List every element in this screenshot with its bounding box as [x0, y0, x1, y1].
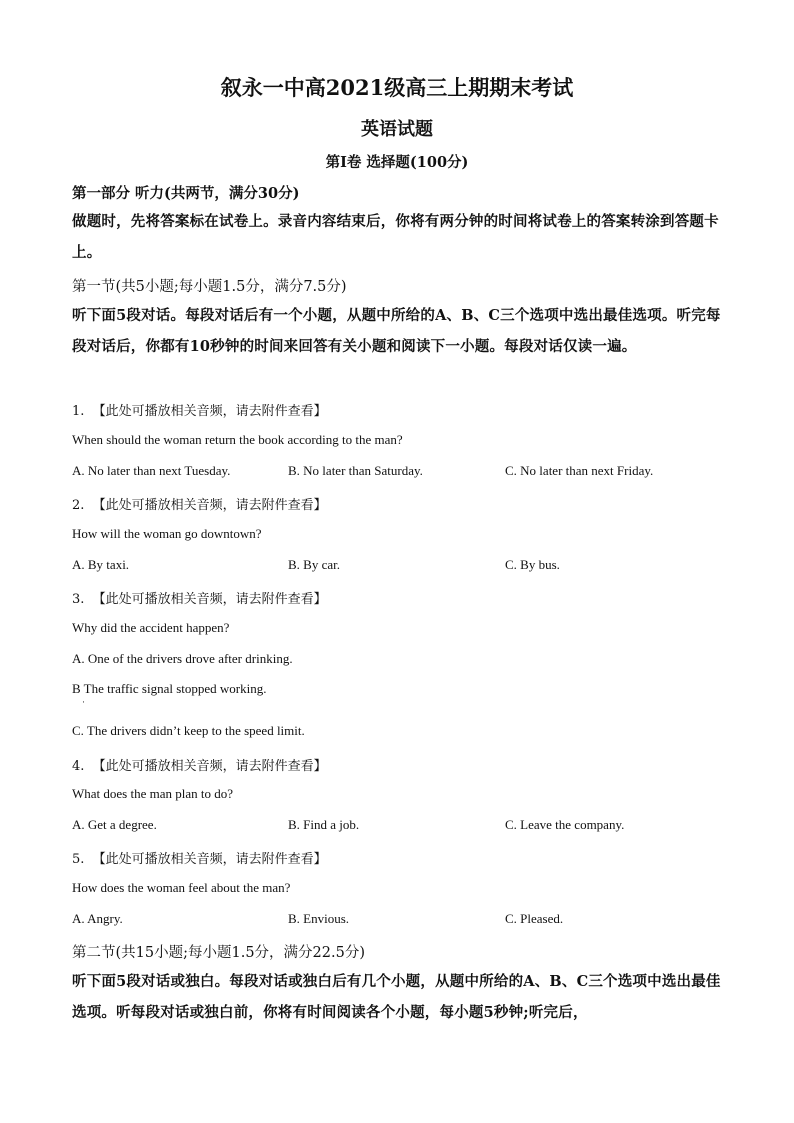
audio-placeholder[interactable]	[72, 588, 327, 607]
option-b[interactable]: B. Envious.	[288, 911, 350, 926]
audio-link[interactable]: 【此处可播放相关音频，请去附件查看】	[92, 759, 327, 774]
section2-instruction: 听下面5段对话或独白。每段对话或独白后有几个小题，从题中所给的A、B、C三个选项中选出最佳选项。听每段对话或独白前，你将有时间阅读各个小题，每小题5秒钟;听完后，	[72, 973, 721, 1021]
question-stem: When should the woman return the book according to the man?	[72, 432, 403, 447]
section1-instruction: 听下面5段对话。每段对话后有一个小题，从题中所给的A、B、C三个选项中选出最佳选项。听完每段对话后，你都有10秒钟的时间来回答有关小题和阅读下一小题。每段对话仅读一遍。	[72, 307, 721, 355]
option-a[interactable]: A. Get a degree.	[72, 817, 157, 832]
section2-heading: 第二节(共15小题;每小题1.5分，满分22.5分)	[72, 945, 365, 961]
question-number: 1.	[72, 404, 85, 419]
audio-link[interactable]: 【此处可播放相关音频，请去附件查看】	[92, 852, 327, 867]
option-c[interactable]: C. No later than next Friday.	[505, 463, 654, 478]
option-c[interactable]: C. The drivers didn’t keep to the speed limit.	[72, 723, 305, 738]
option-a[interactable]: A. No later than next Tuesday.	[72, 463, 231, 478]
audio-placeholder[interactable]	[72, 494, 327, 513]
option-c[interactable]: C. By bus.	[505, 557, 560, 572]
exam-title: 叙永一中高2021级高三上期期末考试	[220, 75, 574, 100]
question-stem: How will the woman go downtown?	[72, 526, 262, 541]
section1-heading: 第一节(共5小题;每小题1.5分，满分7.5分)	[72, 279, 347, 295]
part1-heading: 第一部分 听力(共两节，满分30分)	[72, 185, 300, 202]
audio-placeholder[interactable]	[72, 848, 327, 867]
option-c[interactable]: C. Leave the company.	[505, 817, 625, 832]
part1-instruction: 做题时，先将答案标在试卷上。录音内容结束后，你将有两分钟的时间将试卷上的答案转涂到答题卡上。	[72, 213, 719, 261]
option-b[interactable]: B. Find a job.	[288, 817, 360, 832]
option-b[interactable]: B The traffic signal stopped working.	[72, 681, 267, 696]
exam-subtitle: 英语试题	[361, 119, 433, 140]
question-number: 2.	[72, 498, 85, 513]
audio-link[interactable]: 【此处可播放相关音频，请去附件查看】	[92, 404, 327, 419]
question-number: 4.	[72, 759, 85, 774]
audio-placeholder[interactable]	[72, 400, 327, 419]
audio-link[interactable]: 【此处可播放相关音频，请去附件查看】	[92, 592, 327, 607]
option-a[interactable]: A. By taxi.	[72, 557, 130, 572]
question-stem: Why did the accident happen?	[72, 620, 230, 635]
question-stem: What does the man plan to do?	[72, 786, 234, 801]
option-a[interactable]: A. One of the drivers drove after drinking.	[72, 651, 293, 666]
stray-dot: ·	[82, 697, 85, 707]
option-c[interactable]: C. Pleased.	[505, 911, 564, 926]
option-b[interactable]: B. No later than Saturday.	[288, 463, 423, 478]
audio-placeholder[interactable]	[72, 755, 327, 774]
question-number: 5.	[72, 852, 85, 867]
question-stem: How does the woman feel about the man?	[72, 880, 291, 895]
option-b[interactable]: B. By car.	[288, 557, 340, 572]
question-number: 3.	[72, 592, 85, 607]
option-a[interactable]: A. Angry.	[72, 911, 123, 926]
volume-heading: 第Ⅰ卷 选择题(100分)	[325, 154, 469, 171]
audio-link[interactable]: 【此处可播放相关音频，请去附件查看】	[92, 498, 327, 513]
